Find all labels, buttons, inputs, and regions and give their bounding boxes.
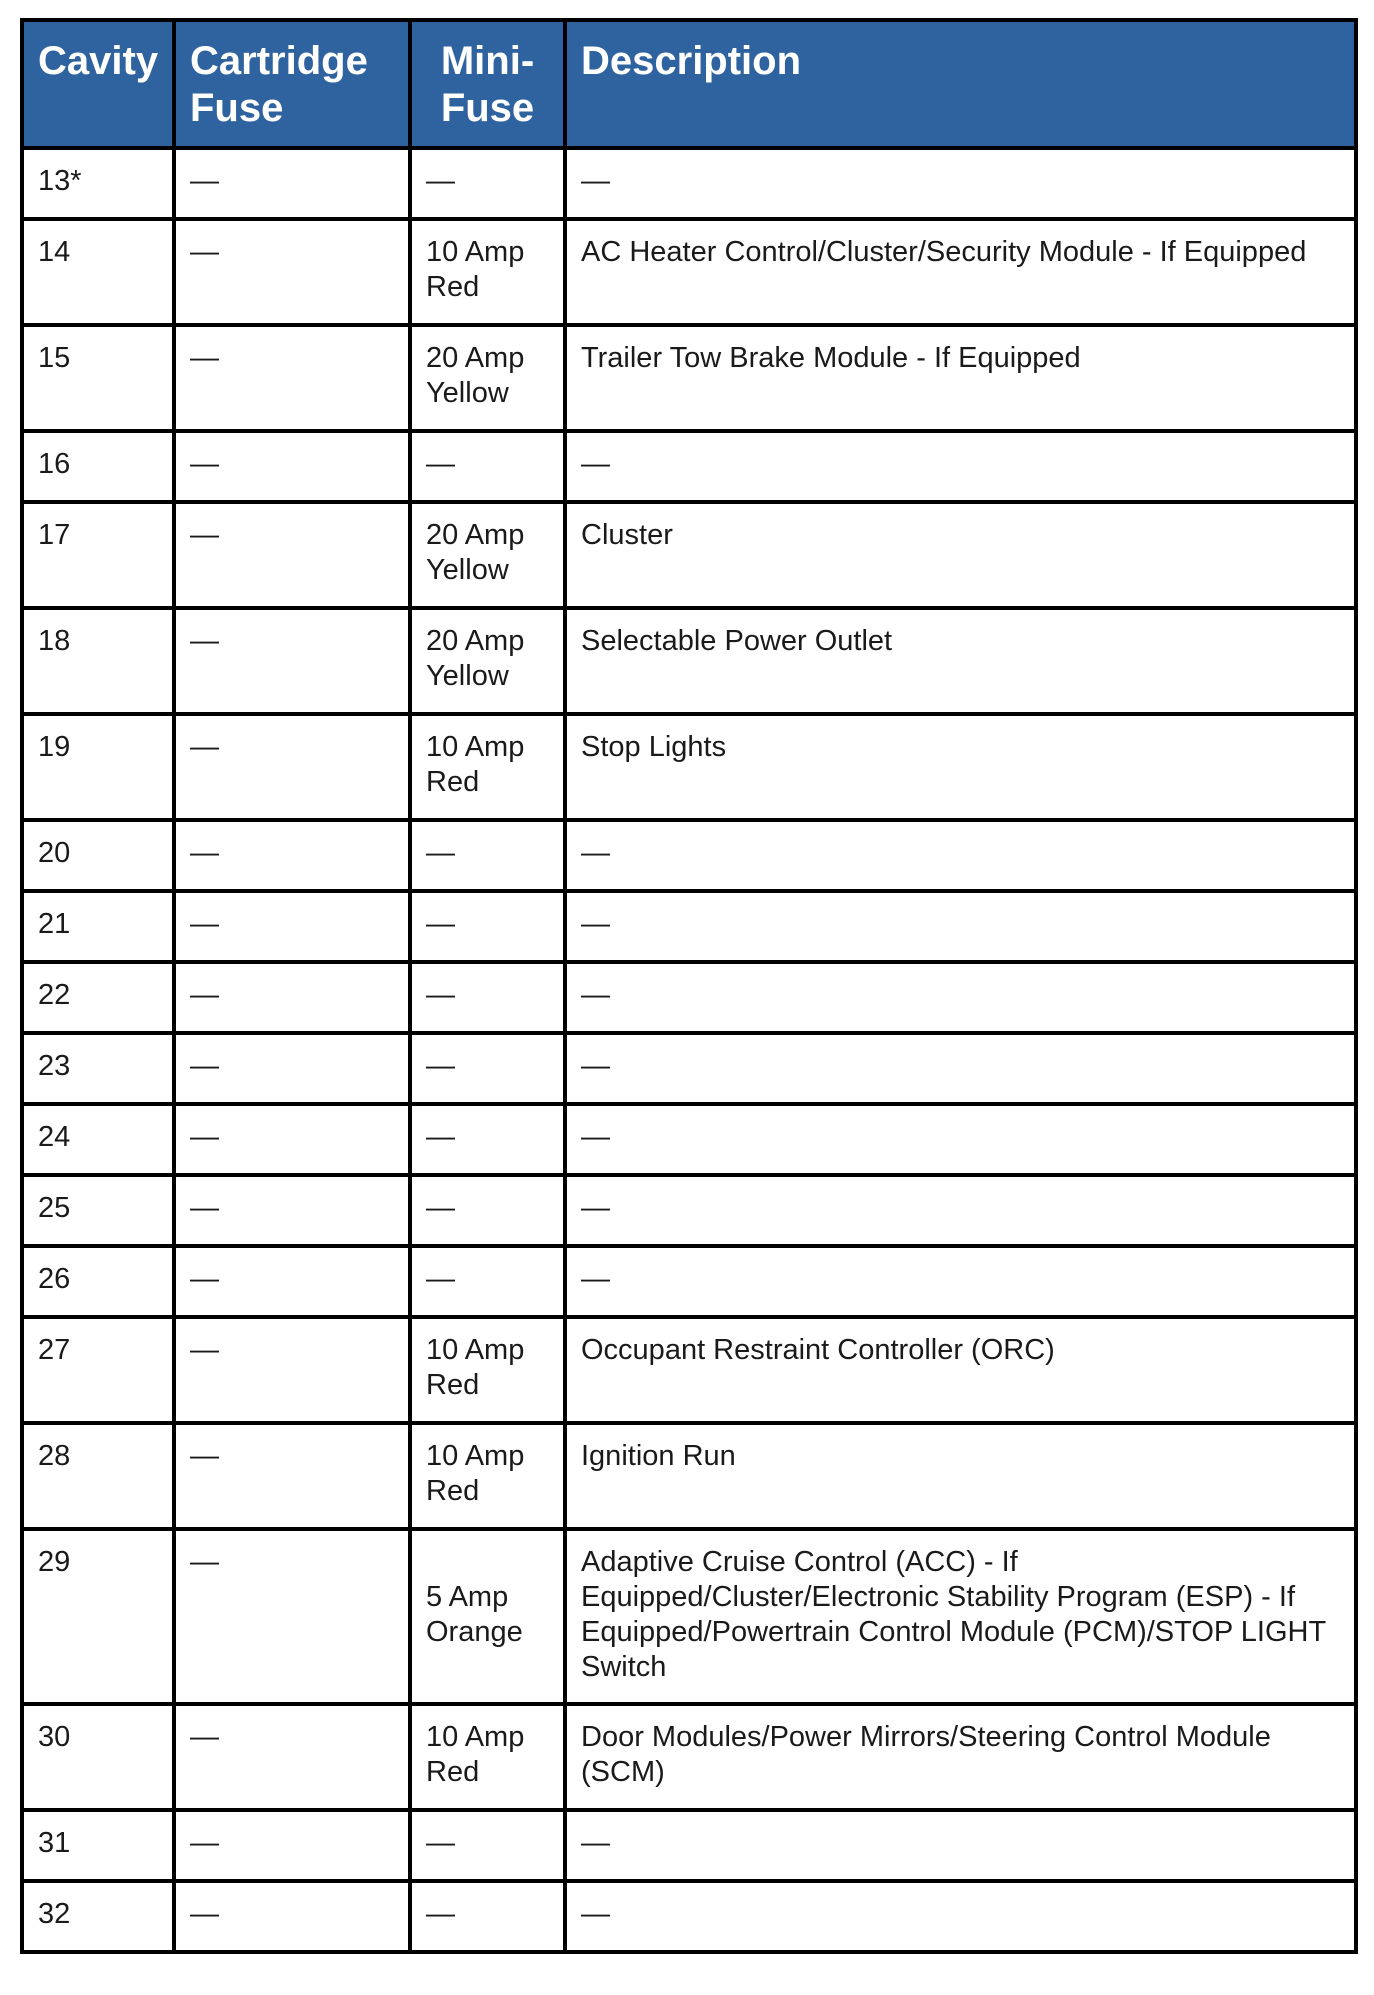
mini-fuse-cell bbox=[410, 962, 565, 1033]
mini-fuse-rating: — bbox=[426, 1192, 455, 1224]
cartridge-fuse-cell: — bbox=[174, 1704, 410, 1810]
header-mini-fuse-line1: Mini- bbox=[440, 39, 535, 83]
description-cell: — bbox=[565, 820, 1356, 891]
description-cell: Selectable Power Outlet bbox=[565, 608, 1356, 714]
cavity-cell: 31 bbox=[22, 1810, 174, 1881]
mini-fuse-rating: 10 Amp bbox=[426, 731, 525, 763]
description-cell: — bbox=[565, 891, 1356, 962]
mini-fuse-cell bbox=[410, 714, 565, 820]
table-row bbox=[22, 431, 1356, 502]
cavity-cell: 17 bbox=[22, 502, 174, 608]
mini-fuse-color: Yellow bbox=[426, 377, 509, 409]
mini-fuse-cell bbox=[410, 219, 565, 325]
mini-fuse-color: Red bbox=[426, 1369, 480, 1401]
mini-fuse-cell bbox=[410, 1317, 565, 1423]
mini-fuse-cell bbox=[410, 1033, 565, 1104]
table-row bbox=[22, 1317, 1356, 1423]
description-cell: Cluster bbox=[565, 502, 1356, 608]
cartridge-fuse-cell: — bbox=[174, 431, 410, 502]
cartridge-fuse-cell: — bbox=[174, 608, 410, 714]
mini-fuse-color: Red bbox=[426, 766, 480, 798]
header-cartridge-fuse-line2: Fuse bbox=[190, 86, 284, 130]
mini-fuse-rating: — bbox=[426, 165, 455, 197]
cartridge-fuse-cell: — bbox=[174, 1423, 410, 1529]
mini-fuse-rating: — bbox=[426, 908, 455, 940]
cartridge-fuse-cell: — bbox=[174, 219, 410, 325]
mini-fuse-cell bbox=[410, 1810, 565, 1881]
cavity-cell: 29 bbox=[22, 1529, 174, 1704]
table-row bbox=[22, 219, 1356, 325]
mini-fuse-cell bbox=[410, 608, 565, 714]
mini-fuse-rating: 5 Amp bbox=[426, 1581, 509, 1613]
cavity-cell: 16 bbox=[22, 431, 174, 502]
description-cell: Stop Lights bbox=[565, 714, 1356, 820]
table-row bbox=[22, 1810, 1356, 1881]
cartridge-fuse-cell: — bbox=[174, 1104, 410, 1175]
mini-fuse-cell bbox=[410, 891, 565, 962]
description-cell: — bbox=[565, 1881, 1356, 1952]
mini-fuse-rating: — bbox=[426, 1263, 455, 1295]
cartridge-fuse-cell: — bbox=[174, 1810, 410, 1881]
mini-fuse-rating: 10 Amp bbox=[426, 1334, 525, 1366]
mini-fuse-cell bbox=[410, 820, 565, 891]
description-cell: Adaptive Cruise Control (ACC) - If Equipped/Cluster/Electronic Stability Program (ESP) - If Equipped/Powertrain Control Module (PCM)/STOP LIGHT Switch bbox=[565, 1529, 1356, 1704]
mini-fuse-rating: — bbox=[426, 448, 455, 480]
mini-fuse-cell bbox=[410, 502, 565, 608]
mini-fuse-rating: — bbox=[426, 1898, 455, 1930]
description-cell: Door Modules/Power Mirrors/Steering Control Module (SCM) bbox=[565, 1704, 1356, 1810]
mini-fuse-rating: 10 Amp bbox=[426, 1721, 525, 1753]
table-row bbox=[22, 820, 1356, 891]
cartridge-fuse-cell: — bbox=[174, 148, 410, 219]
description-cell: — bbox=[565, 148, 1356, 219]
table-row bbox=[22, 1033, 1356, 1104]
table-row bbox=[22, 962, 1356, 1033]
table-row bbox=[22, 891, 1356, 962]
table-row bbox=[22, 1881, 1356, 1952]
description-cell: AC Heater Control/Cluster/Security Module - If Equipped bbox=[565, 219, 1356, 325]
header-cavity bbox=[22, 20, 174, 148]
description-cell: — bbox=[565, 1033, 1356, 1104]
table-row bbox=[22, 608, 1356, 714]
header-cavity-label: Cavity bbox=[38, 39, 159, 83]
mini-fuse-color: Yellow bbox=[426, 660, 509, 692]
cavity-cell: 28 bbox=[22, 1423, 174, 1529]
cartridge-fuse-cell: — bbox=[174, 962, 410, 1033]
description-cell: Trailer Tow Brake Module - If Equipped bbox=[565, 325, 1356, 431]
table-row bbox=[22, 502, 1356, 608]
mini-fuse-rating: 10 Amp bbox=[426, 236, 525, 268]
description-cell: Occupant Restraint Controller (ORC) bbox=[565, 1317, 1356, 1423]
cartridge-fuse-cell: — bbox=[174, 1881, 410, 1952]
mini-fuse-rating: 20 Amp bbox=[426, 519, 525, 551]
table-row bbox=[22, 1423, 1356, 1529]
table-row bbox=[22, 1529, 1356, 1704]
cavity-cell: 25 bbox=[22, 1175, 174, 1246]
mini-fuse-rating: — bbox=[426, 1050, 455, 1082]
mini-fuse-cell bbox=[410, 431, 565, 502]
description-cell: — bbox=[565, 431, 1356, 502]
cartridge-fuse-cell: — bbox=[174, 1033, 410, 1104]
mini-fuse-color: Orange bbox=[426, 1616, 523, 1648]
mini-fuse-color: Red bbox=[426, 1475, 480, 1507]
fuse-table bbox=[20, 18, 1358, 1954]
cavity-cell: 19 bbox=[22, 714, 174, 820]
cavity-cell: 24 bbox=[22, 1104, 174, 1175]
cartridge-fuse-cell: — bbox=[174, 1175, 410, 1246]
table-row bbox=[22, 1175, 1356, 1246]
table-row bbox=[22, 714, 1356, 820]
mini-fuse-cell bbox=[410, 325, 565, 431]
table-row bbox=[22, 148, 1356, 219]
header-description bbox=[565, 20, 1356, 148]
mini-fuse-cell bbox=[410, 1881, 565, 1952]
cartridge-fuse-cell: — bbox=[174, 1529, 410, 1704]
mini-fuse-rating: 20 Amp bbox=[426, 342, 525, 374]
cavity-cell: 18 bbox=[22, 608, 174, 714]
cartridge-fuse-cell: — bbox=[174, 820, 410, 891]
description-cell: Ignition Run bbox=[565, 1423, 1356, 1529]
header-mini-fuse bbox=[410, 20, 565, 148]
mini-fuse-rating: 10 Amp bbox=[426, 1440, 525, 1472]
mini-fuse-cell bbox=[410, 1423, 565, 1529]
cartridge-fuse-cell: — bbox=[174, 502, 410, 608]
cartridge-fuse-cell: — bbox=[174, 325, 410, 431]
header-description-label: Description bbox=[581, 39, 802, 83]
mini-fuse-cell bbox=[410, 148, 565, 219]
cavity-cell: 14 bbox=[22, 219, 174, 325]
header-row bbox=[22, 20, 1356, 148]
header-cartridge-fuse bbox=[174, 20, 410, 148]
cavity-cell: 20 bbox=[22, 820, 174, 891]
table-row bbox=[22, 1104, 1356, 1175]
cartridge-fuse-cell: — bbox=[174, 1246, 410, 1317]
cavity-cell: 32 bbox=[22, 1881, 174, 1952]
mini-fuse-color: Red bbox=[426, 271, 480, 303]
mini-fuse-rating: 20 Amp bbox=[426, 625, 525, 657]
cavity-cell: 13* bbox=[22, 148, 174, 219]
mini-fuse-cell bbox=[410, 1104, 565, 1175]
cavity-cell: 21 bbox=[22, 891, 174, 962]
mini-fuse-rating: — bbox=[426, 1827, 455, 1859]
cavity-cell: 26 bbox=[22, 1246, 174, 1317]
mini-fuse-cell bbox=[410, 1704, 565, 1810]
table-row bbox=[22, 1246, 1356, 1317]
cavity-cell: 23 bbox=[22, 1033, 174, 1104]
mini-fuse-color: Red bbox=[426, 1756, 480, 1788]
table-row bbox=[22, 1704, 1356, 1810]
description-cell: — bbox=[565, 1104, 1356, 1175]
description-cell: — bbox=[565, 1175, 1356, 1246]
header-mini-fuse-line2: Fuse bbox=[440, 86, 535, 130]
description-cell: — bbox=[565, 962, 1356, 1033]
mini-fuse-rating: — bbox=[426, 979, 455, 1011]
description-cell: — bbox=[565, 1246, 1356, 1317]
mini-fuse-rating: — bbox=[426, 1121, 455, 1153]
cartridge-fuse-cell: — bbox=[174, 1317, 410, 1423]
mini-fuse-color: Yellow bbox=[426, 554, 509, 586]
cartridge-fuse-cell: — bbox=[174, 891, 410, 962]
mini-fuse-cell bbox=[410, 1529, 565, 1704]
header-cartridge-fuse-line1: Cartridge bbox=[190, 39, 368, 83]
cavity-cell: 15 bbox=[22, 325, 174, 431]
cartridge-fuse-cell: — bbox=[174, 714, 410, 820]
mini-fuse-rating: — bbox=[426, 837, 455, 869]
mini-fuse-cell bbox=[410, 1246, 565, 1317]
cavity-cell: 27 bbox=[22, 1317, 174, 1423]
cavity-cell: 22 bbox=[22, 962, 174, 1033]
table-row bbox=[22, 325, 1356, 431]
cavity-cell: 30 bbox=[22, 1704, 174, 1810]
mini-fuse-cell bbox=[410, 1175, 565, 1246]
description-cell: — bbox=[565, 1810, 1356, 1881]
